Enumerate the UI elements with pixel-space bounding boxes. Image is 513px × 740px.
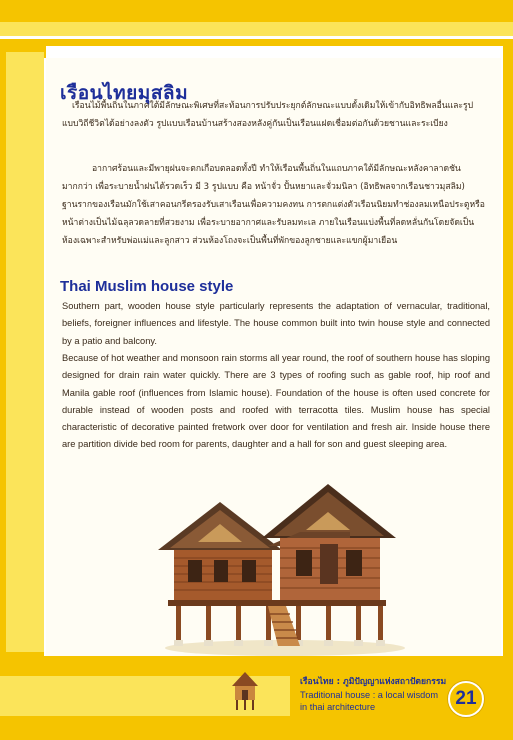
footer-thai-line: เรือนไทย : ภูมิปัญญาแห่งสถาปัตยกรรม [300,677,447,687]
english-paragraph-1: Southern part, wooden house style particularly represents the adaptation of vernacular, traditional, beliefs, foreigner influences and lifestyle. The house common built into twin house style and connected by a patio and balcony. [62,301,490,346]
top-frame-divider [0,36,513,39]
footer-english-line-1: Traditional house : a local wisdom [300,689,439,700]
thai-paragraph-1: เรือนไม้พื้นถิ่นในภาคใต้มีลักษณะพิเศษที่สะท้อนการปรับประยุกต์ลักษณะแบบดั้งเดิมให้เข้ากับอิทธิพลอื่นและรูปแบบวิถีชีวิตได้อย่างลงตัว รูปแบบเรือนบ้านสร้างสองหลังคู่กันเป็นเรือนแฝดเชื่อมต่อกันด้วยชานและระเบียง [62,101,474,129]
english-section-title: Thai Muslim house style [60,278,234,295]
thai-section-title: เรือนไทยมุสลิม [60,82,189,104]
top-frame-stripe [0,22,513,36]
footer-english-line-2: in thai architecture [300,702,376,712]
small-house-icon [230,670,260,714]
page-number-badge: 21 [448,681,484,717]
right-frame-edge [503,46,513,658]
thai-muslim-house-illustration [150,480,410,658]
left-frame-inner [6,52,44,652]
english-paragraph-2: Because of hot weather and monsoon rain storms all year round, the roof of southern house has sloping designed for drain rain water quickly. There are 3 types of roofing such as gable roof, hip roof and Manila gable roof (influences from Islamic house). Foundation of the house is often used concrete for durable instead of wooden posts and roofed with terracotta tiles. Muslim house has special characteristic of decorative painted fretwork over door for ventilation and fresh air. Inside house there are partition divide bed room for parents, daughter and a hall for son and guest sleeping area. [62,353,490,450]
thai-paragraph-2: อากาศร้อนและมีพายุฝนจะตกเกือบตลอดทั้งปี ทำให้เรือนพื้นถิ่นในแถบภาคใต้มีลักษณะหลังคาลาดชันมากกว่า เพื่อระบายน้ำฝนได้รวดเร็ว มี 3 รูปแบบ คือ หน้าจั่ว ปั้นหยาและจั่วมนิลา (อิทธิพลจากเรือนชาวมุสลิม) ฐานรากของเรือนมักใช้เสาคอนกรีตรองรับเสาเรือนเพื่อความคงทน การตกแต่งตัวเรือนนิยมทำช่องลมเหนือประตูหรือหน้าต่างเป็นไม้ฉลุลวดลายที่สวยงาม เพื่อระบายอากาศและรับลมทะเล ภายในเรือนแบ่งพื้นที่ลดหลั่นกันโดยจัดเป็นห้องเฉพาะสำหรับพ่อแม่และลูกสาว ส่วนห้องโถงจะเป็นพื้นที่พักของลูกชายและแขกผู้มาเยือน [62,164,485,246]
footer-caption [300,676,446,714]
